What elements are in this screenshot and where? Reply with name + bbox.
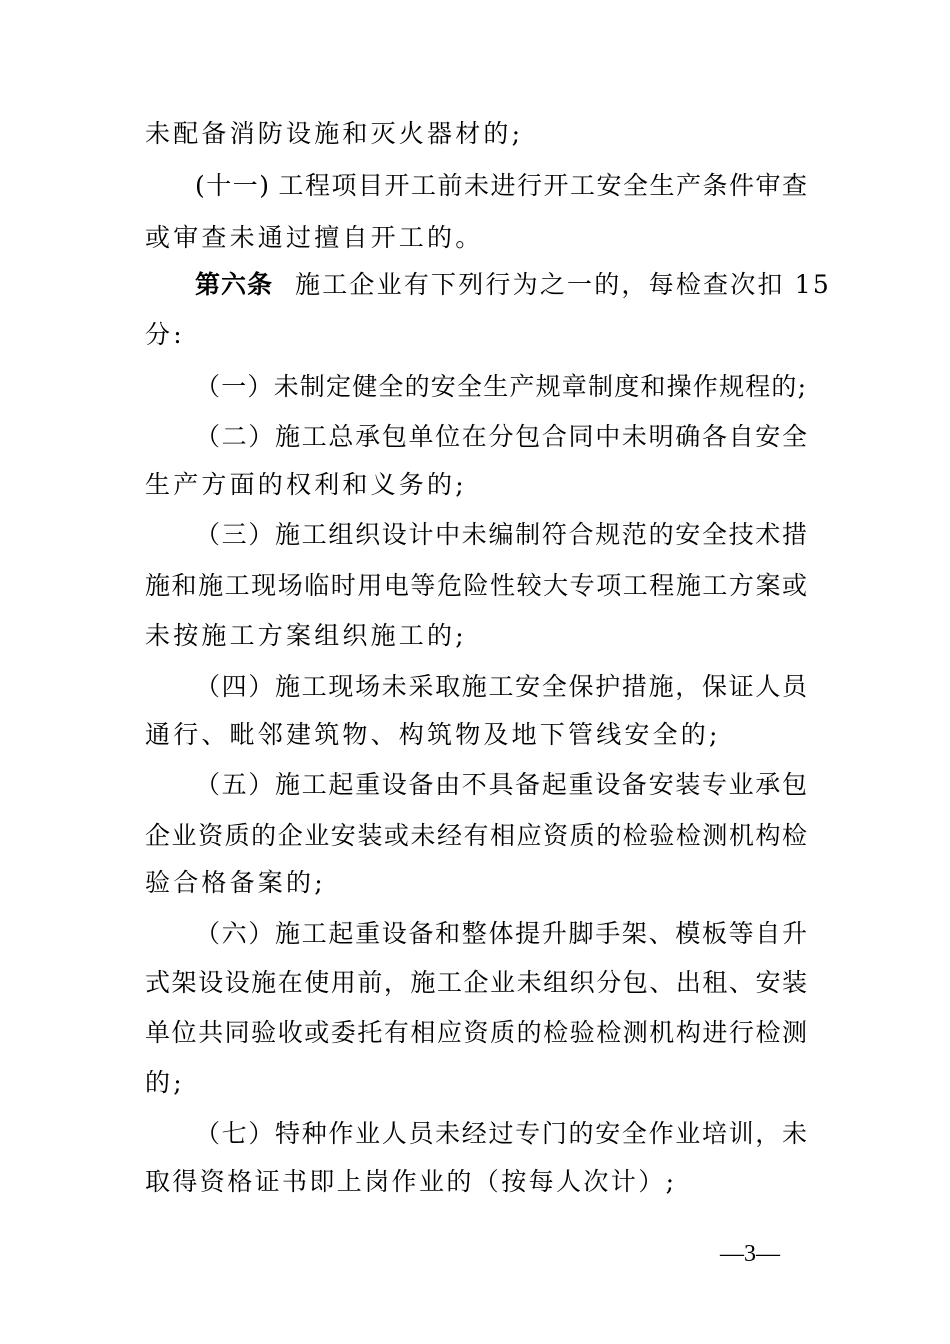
text-line: （一）未制定健全的安全生产规章制度和操作规程的; [195,372,808,401]
text-line: 式架设设施在使用前，施工企业未组织分包、出租、安装 [145,968,807,997]
text-line: 验合格备案的; [145,868,326,897]
article-six-line [195,268,831,302]
text-line: （六）施工起重设备和整体提升脚手架、模板等自升 [195,919,807,948]
text-line: （三）施工组织设计中未编制符合规范的安全技术措 [195,520,807,549]
text-line: 未配备消防设施和灭火器材的; [145,119,524,148]
text-line: 未按施工方案组织施工的; [145,621,467,650]
text-line: （七）特种作业人员未经过专门的安全作业培训，未 [195,1119,807,1148]
text-line: 企业资质的企业安装或未经有相应资质的检验检测机构检 [145,821,807,850]
text-line: （二）施工总承包单位在分包合同中未明确各自安全 [195,422,807,451]
text-line: 分: [145,320,185,349]
text-line: 或审查未通过擅自开工的。 [145,223,484,252]
text-line: (十一) 工程项目开工前未进行开工安全生产条件审查 [195,171,807,200]
text-line: 的; [145,1068,185,1097]
text-line: 生产方面的权利和义务的; [145,470,467,499]
text-line: 施工企业有下列行为之一的，每检查次扣 15 [295,270,831,299]
text-line: （四）施工现场未采取施工安全保护措施，保证人员 [195,672,807,701]
article-heading: 第六条 [195,270,274,299]
text-line: （五）施工起重设备由不具备起重设备安装专业承包 [195,770,807,799]
text-line: 通行、毗邻建筑物、构筑物及地下管线安全的; [145,720,721,749]
text-line: 施和施工现场临时用电等危险性较大专项工程施工方案或 [145,571,807,600]
text-line: 取得资格证书即上岗作业的（按每人次计）; [145,1167,677,1196]
text-line: 单位共同验收或委托有相应资质的检验检测机构进行检测 [145,1018,807,1047]
page-number: —3— [720,1241,780,1267]
